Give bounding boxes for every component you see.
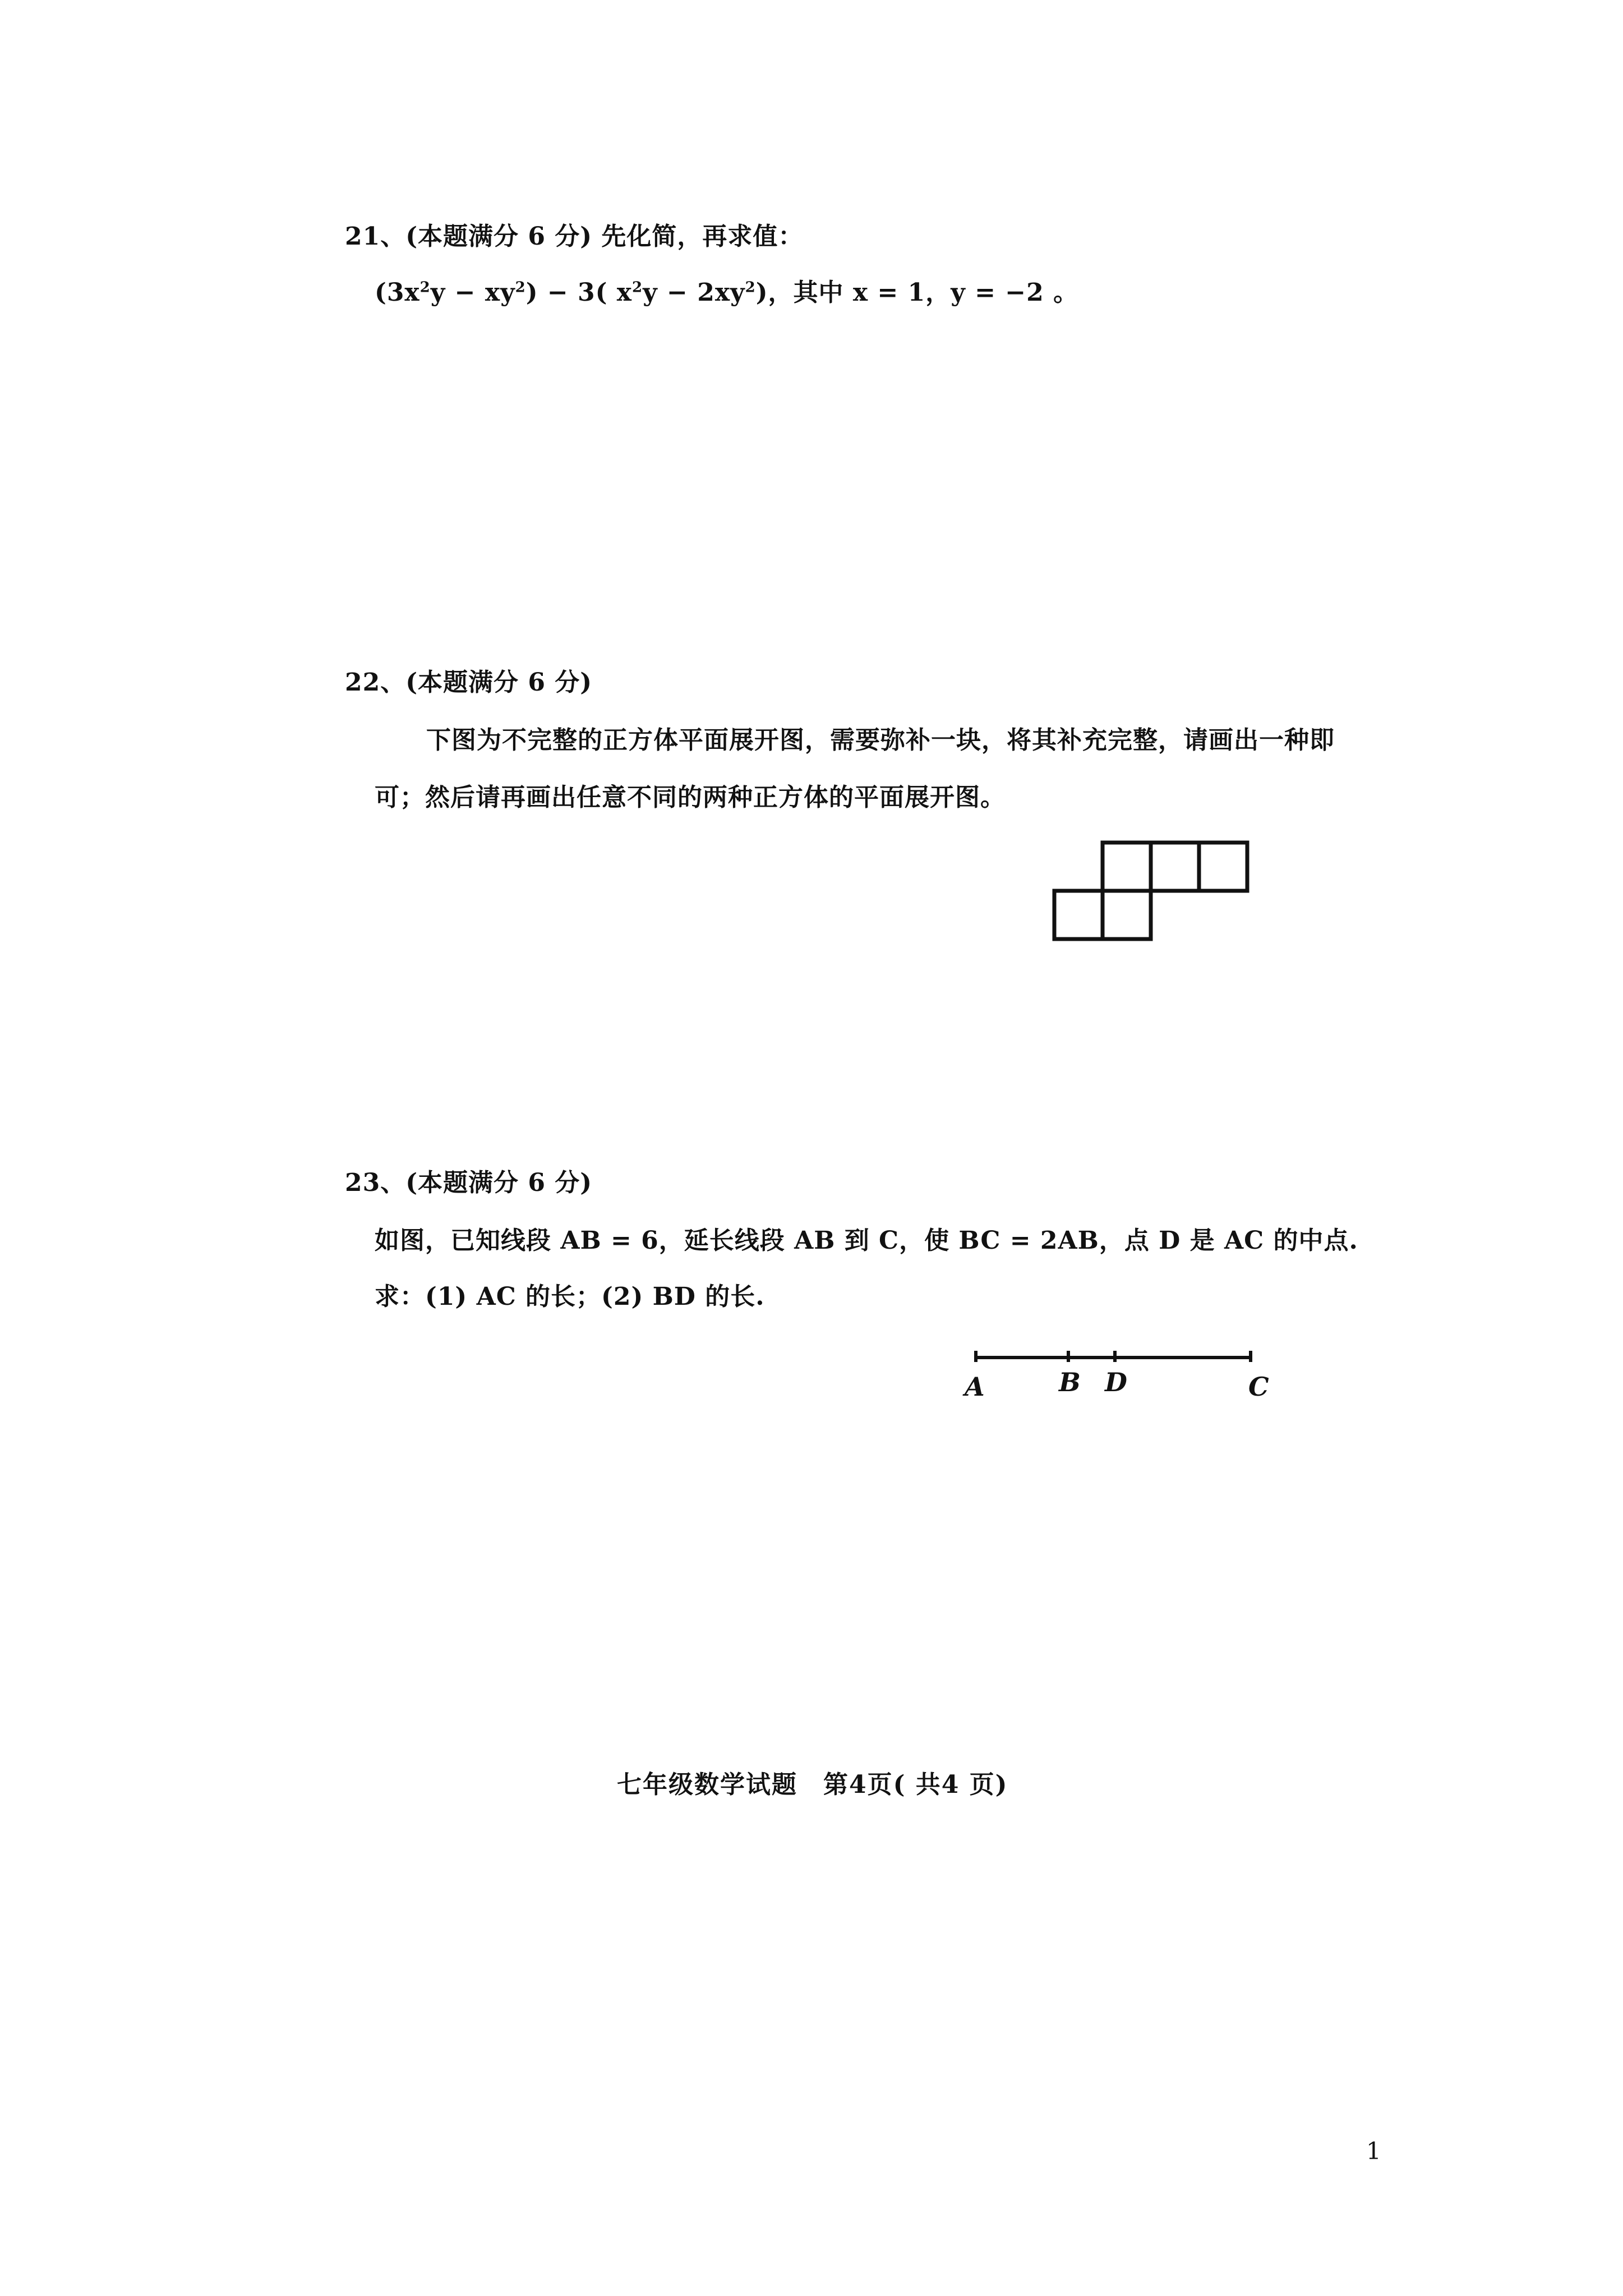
label-a: A bbox=[965, 1372, 985, 1402]
net-square-top-2 bbox=[1151, 843, 1199, 891]
net-square-bottom-1 bbox=[1054, 891, 1103, 939]
cube-net-figure bbox=[1043, 830, 1290, 976]
net-square-top-3 bbox=[1199, 843, 1247, 891]
q21-expr-part-c: ) − 3( x bbox=[525, 278, 633, 307]
q21-expression bbox=[375, 272, 1078, 308]
q23-text-line1: 如图，已知线段 AB = 6，延长线段 AB 到 C，使 BC = 2AB，点 D 是 AC 的中点. bbox=[375, 1226, 1358, 1255]
q23-header: 23、(本题满分 6 分) bbox=[345, 1168, 593, 1197]
label-c: C bbox=[1248, 1372, 1269, 1402]
label-b: B bbox=[1059, 1367, 1081, 1397]
page-number: 1 bbox=[1366, 2137, 1381, 2165]
label-d: D bbox=[1105, 1367, 1127, 1397]
page-footer: 七年级数学试题 第4页( 共4 页) bbox=[617, 1770, 1008, 1799]
q21-sup-b: 2 bbox=[515, 279, 526, 296]
net-square-bottom-2 bbox=[1103, 891, 1151, 939]
net-square-top-1 bbox=[1103, 843, 1151, 891]
q21-sup-a: 2 bbox=[419, 279, 431, 296]
q21-header: 21、(本题满分 6 分) 先化简，再求值： bbox=[345, 222, 804, 251]
q22-text-line2: 可；然后请再画出任意不同的两种正方体的平面展开图。 bbox=[375, 783, 1006, 812]
q21-expr-part-b: y − xy bbox=[430, 278, 515, 307]
q21-sup-d: 2 bbox=[745, 279, 756, 296]
q21-expr-part-a: (3x bbox=[375, 278, 420, 307]
q21-sup-c: 2 bbox=[632, 279, 643, 296]
segment-figure bbox=[925, 1335, 1273, 1414]
q21-expr-part-d: y − 2xy bbox=[643, 278, 745, 307]
q22-header: 22、(本题满分 6 分) bbox=[345, 668, 593, 697]
q23-text-line2: 求：(1) AC 的长；(2) BD 的长. bbox=[375, 1282, 765, 1311]
q22-text-line1: 下图为不完整的正方体平面展开图，需要弥补一块，将其补充完整，请画出一种即 bbox=[426, 726, 1335, 754]
q21-expr-part-e: )，其中 x = 1，y = −2 。 bbox=[755, 278, 1079, 307]
